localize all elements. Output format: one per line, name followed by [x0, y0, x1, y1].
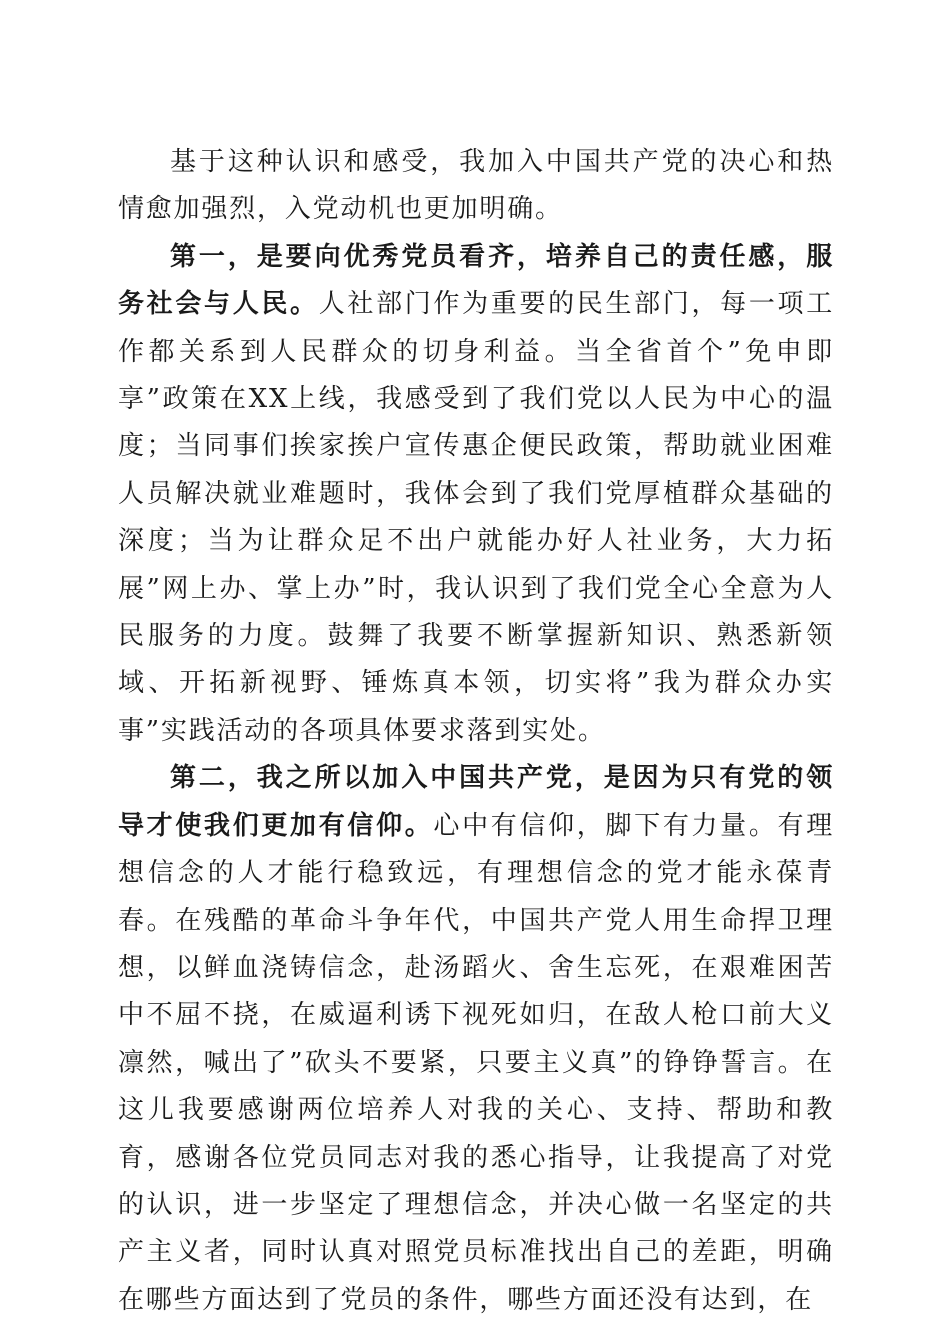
paragraph-2-heading: 第一，是要向优秀党员看齐，培养自己的责任感，服务社会与人民。 — [118, 241, 834, 320]
paragraph-3-body: 心中有信仰，脚下有力量。有理想信念的人才能行稳致远，有理想信念的党才能永葆青春。在残酷的革命斗争年代，中国共产党人用生命捍卫理想，以鲜血浇铸信念，赴汤蹈火、舍生忘死，在艰难困苦中不屈不挠，在威逼利诱下视死如归，在敌人枪口前大义凛然，喊出了”砍头不要紧，只要主义真”的铮铮誓言。在这儿我要感谢两位培养人对我的关心、支持、帮助和教育，感谢各位党员同志对我的悉心指导，让我提高了对党的认识，进一步坚定了理想信念，并决心做一名坚定的共产主义者，同时认真对照党员标准找出自己的差距，明确在哪些方面达到了党员的条件，哪些方面还没有达到，在 — [118, 810, 834, 1315]
document-body — [118, 139, 834, 1324]
paragraph-2-body: 人社部门作为重要的民生部门，每一项工作都关系到人民群众的切身利益。当全省首个”免申即享”政策在XX上线，我感受到了我们党以人民为中心的温度；当同事们挨家挨户宣传惠企便民政策，帮助就业困难人员解决就业难题时，我体会到了我们党厚植群众基础的深度；当为让群众足不出户就能办好人社业务，大力拓展”网上办、掌上办”时，我认识到了我们党全心全意为人民服务的力度。鼓舞了我要不断掌握新知识、熟悉新领域、开拓新视野、锤炼真本领，切实将”我为群众办实事”实践活动的各项具体要求落到实处。 — [118, 289, 834, 746]
paragraph-2 — [118, 234, 834, 755]
paragraph-1 — [118, 139, 834, 234]
paragraph-3 — [118, 755, 834, 1324]
paragraph-1-body: 基于这种认识和感受，我加入中国共产党的决心和热情愈加强烈，入党动机也更加明确。 — [118, 147, 834, 225]
paragraph-3-heading: 第二，我之所以加入中国共产党，是因为只有党的领导才使我们更加有信仰。 — [118, 763, 834, 841]
